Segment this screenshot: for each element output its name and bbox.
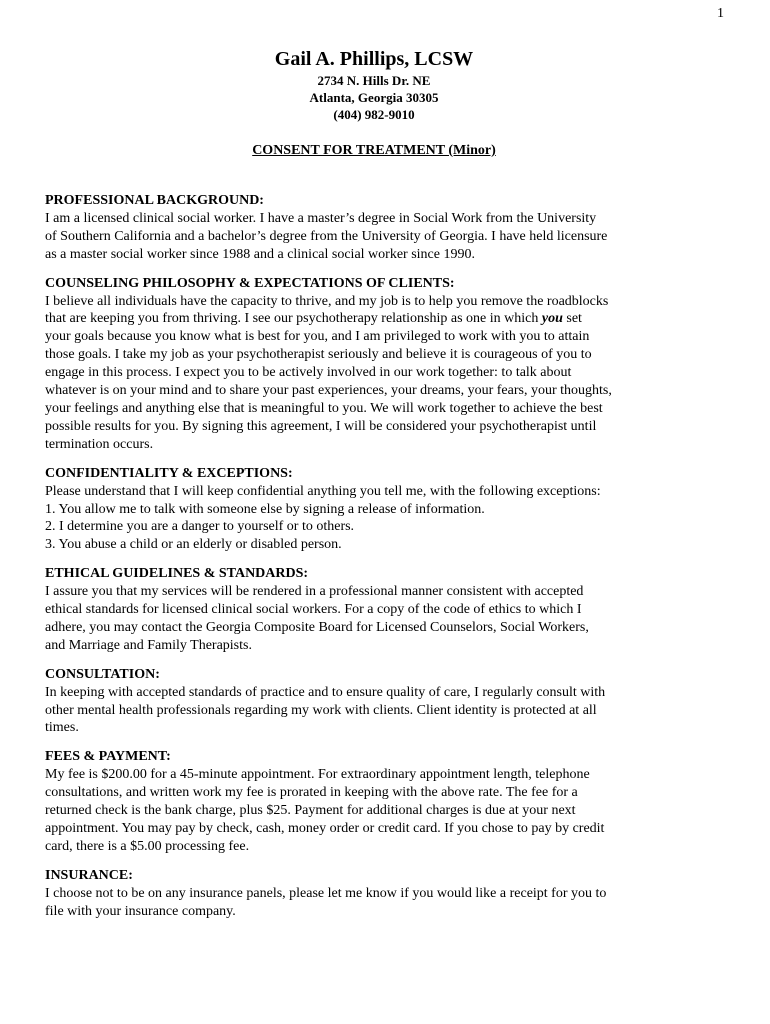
section-text bbox=[45, 293, 735, 454]
city-state-zip: Atlanta, Georgia 30305 bbox=[309, 90, 439, 105]
section-heading: COUNSELING PHILOSOPHY & EXPECTATIONS OF CLIENTS: bbox=[45, 275, 455, 291]
section-heading: PROFESSIONAL BACKGROUND: bbox=[45, 193, 264, 208]
section-text: In keeping with accepted standards of practice and to ensure quality of care, I regularly consult with other mental health professionals regarding my work with clients. Client identity is protected at all times. bbox=[45, 684, 606, 736]
phone-number: (404) 982-9010 bbox=[333, 107, 415, 122]
section-text: My fee is $200.00 for a 45-minute appointment. For extraordinary appointment length, telephone consultations, and written work my fee is prorated in keeping with the above rate. The fee for a returned check is the bank charge, plus $25. Payment for additional charges is due at your next appointment. You may pay by check, cash, money order or credit card. If you chose to pay by credit card, there is a $5.00 processing fee. bbox=[45, 767, 605, 854]
document-body bbox=[45, 192, 735, 932]
section-text: I choose not to be on any insurance panels, please let me know if you would like a receipt for you to file with your insurance company. bbox=[45, 885, 607, 919]
section-professional-background bbox=[45, 192, 735, 264]
section-insurance bbox=[45, 867, 735, 921]
section-heading: FEES & PAYMENT: bbox=[45, 749, 171, 765]
section-counseling-philosophy bbox=[45, 275, 735, 454]
section-heading: CONFIDENTIALITY & EXCEPTIONS: bbox=[45, 465, 293, 481]
section-text: Please understand that I will keep confidential anything you tell me, with the following exceptions: 1. You allow me to talk with someone else by signing a release of information. 2. I determine you are a danger to yourself or to others. 3. You abuse a child or an elderly or disabled person. bbox=[45, 483, 601, 553]
section-text: I assure you that my services will be rendered in a professional manner consistent with accepted ethical standards for licensed clinical social workers. For a copy of the code of ethics to which I adhere, you may contact the Georgia Composite Board for Licensed Counselors, Social Workers, and Marriage and Family Therapists. bbox=[45, 584, 589, 653]
section-text: I am a licensed clinical social worker. I have a master’s degree in Social Work from the University of Southern California and a bachelor’s degree from the University of Georgia. I have held licensure as a master social worker since 1988 and a clinical social worker since 1990. bbox=[45, 210, 608, 262]
section-heading: CONSULTATION: bbox=[45, 666, 160, 682]
section-ethical-guidelines bbox=[45, 565, 735, 655]
section-fees-payment bbox=[45, 748, 735, 855]
section-consultation bbox=[45, 666, 735, 738]
section-heading: INSURANCE: bbox=[45, 867, 133, 883]
text-after-emphasis: set your goals because you know what is best for you, and I am privileged to work with you to attain those goals. I take my job as your psychotherapist seriously and believe it is courageous of you to engage in this process. I expect you to be actively involved in our work together: to talk about whatever is on your mind and to share your past experiences, your dreams, your fears, your thoughts, your feelings and anything else that is meaningful to you. We will work together to achieve the best possible results for you. By signing this agreement, I will be considered your psychotherapist until termination occurs. bbox=[45, 311, 612, 452]
document-title: CONSENT FOR TREATMENT (Minor) bbox=[252, 143, 496, 158]
section-heading: ETHICAL GUIDELINES & STANDARDS: bbox=[45, 566, 309, 582]
section-confidentiality bbox=[45, 465, 735, 555]
emphasized-word: you bbox=[541, 311, 563, 327]
street-address: 2734 N. Hills Dr. NE bbox=[317, 73, 431, 88]
practitioner-name: Gail A. Phillips, LCSW bbox=[274, 48, 474, 70]
page-number: 1 bbox=[717, 6, 724, 21]
text-before-emphasis: I believe all individuals have the capacity to thrive, and my job is to help you remove the roadblocks that are keeping you from thriving. I see our psychotherapy relationship as one in which bbox=[45, 293, 609, 327]
letterhead bbox=[0, 46, 748, 160]
